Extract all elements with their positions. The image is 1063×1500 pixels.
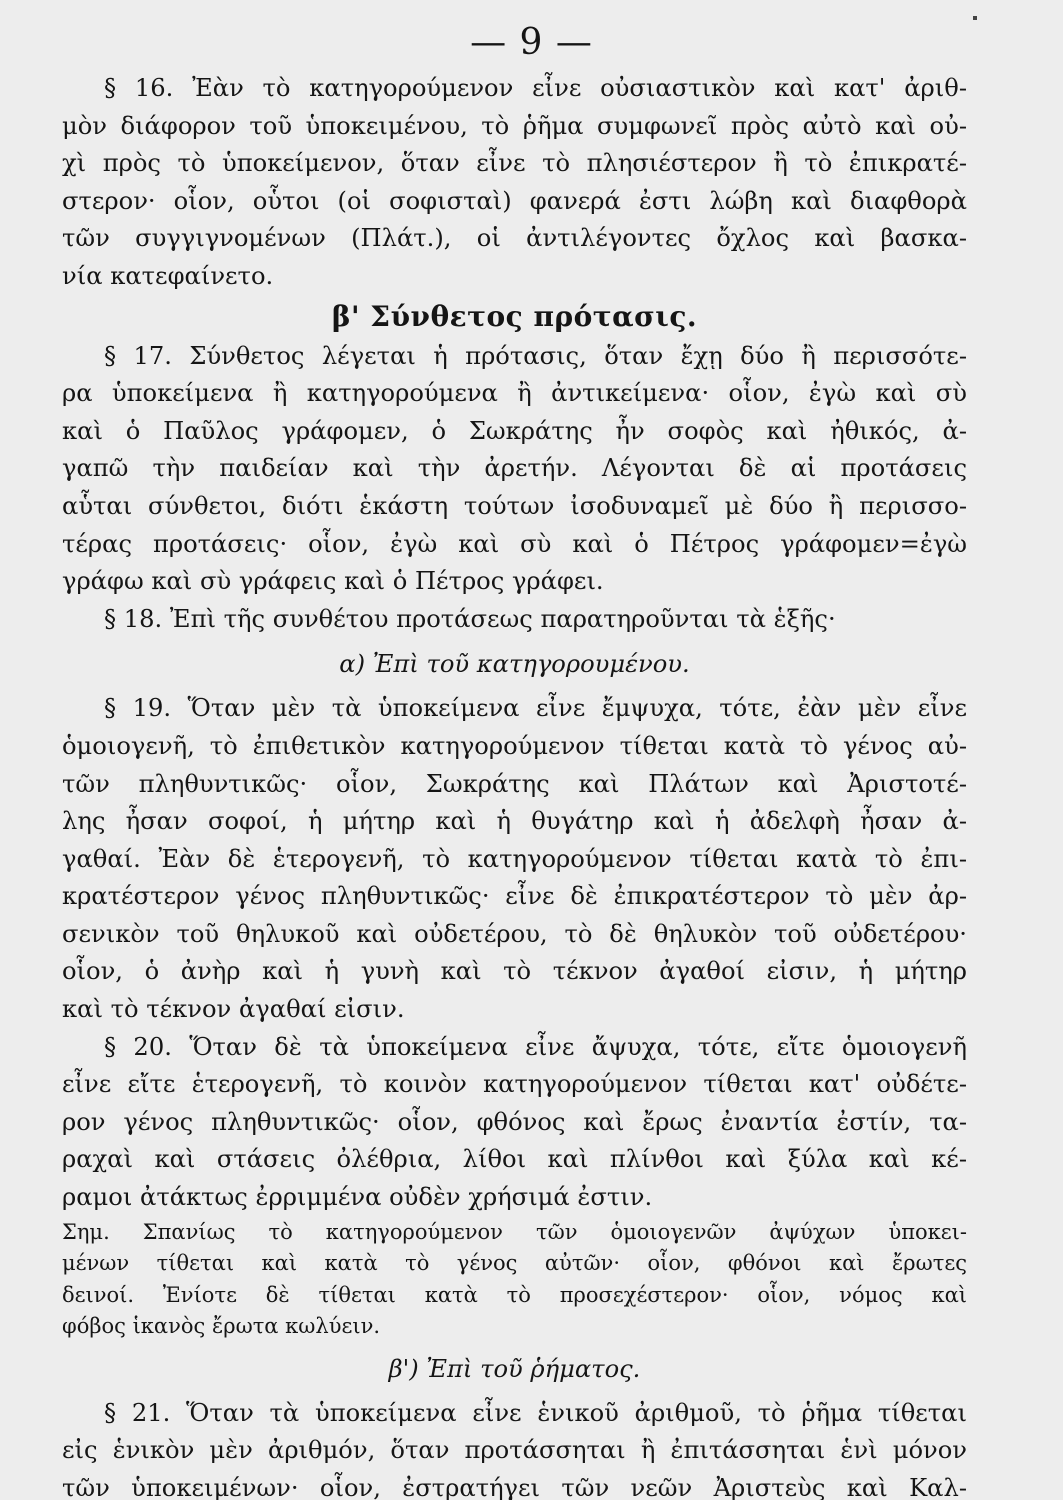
text-line: γαθαί. Ἐὰν δὲ ἑτερογενῆ, τὸ κατηγορούμενον τίθεται κατὰ τὸ ἐπι-	[62, 844, 967, 873]
text-line: ρα ὑποκείμενα ἢ κατηγορούμενα ἢ ἀντικείμενα· οἷον, ἐγὼ καὶ σὺ	[62, 379, 967, 408]
subsection-heading: α) Ἐπὶ τοῦ κατηγορουμένου.	[339, 650, 690, 679]
text-line: γράφω καὶ σὺ γράφεις καὶ ὁ Πέτρος γράφει.	[62, 567, 604, 596]
text-line: καὶ ὁ Παῦλος γράφομεν, ὁ Σωκράτης ἦν σοφὸς καὶ ἠθικός, ἀ-	[62, 416, 967, 445]
subsection-heading: β') Ἐπὶ τοῦ ῥήματος.	[388, 1354, 641, 1383]
text-line: εἰς ἑνικὸν μὲν ἀριθμόν, ὅταν προτάσσηται ἢ ἐπιτάσσηται ἑνὶ μόνον	[62, 1436, 967, 1465]
text-line: § 17. Σύνθετος λέγεται ἡ πρότασις, ὅταν ἔχῃ δύο ἢ περισσότε-	[104, 341, 967, 370]
text-line: αὗται σύνθετοι, διότι ἑκάστη τούτων ἰσοδυναμεῖ μὲ δύο ἢ περισσο-	[62, 491, 967, 520]
text-line: ραμοι ἀτάκτως ἐρριμμένα οὐδὲν χρήσιμά ἐστιν.	[62, 1183, 653, 1212]
note-line: δεινοί. Ἐνίοτε δὲ τίθεται κατὰ τὸ προσεχέστερον· οἷον, νόμος καὶ	[62, 1282, 967, 1307]
text-line: § 19. Ὅταν μὲν τὰ ὑποκείμενα εἶνε ἔμψυχα, τότε, ἐὰν μὲν εἶνε	[104, 694, 967, 723]
text-line: λης ἦσαν σοφοί, ἡ μήτηρ καὶ ἡ θυγάτηρ καὶ ἡ ἀδελφὴ ἦσαν ἀ-	[62, 807, 967, 836]
corner-speck	[973, 16, 977, 20]
note-line: μένων τίθεται καὶ κατὰ τὸ γένος αὐτῶν· οἷον, φθόνοι καὶ ἔρωτες	[62, 1251, 967, 1276]
text-line: σενικὸν τοῦ θηλυκοῦ καὶ οὐδετέρου, τὸ δὲ θηλυκὸν τοῦ οὐδετέρου·	[62, 919, 967, 948]
text-line: ὁμοιογενῆ, τὸ ἐπιθετικὸν κατηγορούμενον τίθεται κατὰ τὸ γένος αὐ-	[62, 731, 967, 760]
page-body-text	[62, 70, 967, 1500]
text-line: καὶ τὸ τέκνον ἀγαθαί εἰσιν.	[62, 995, 405, 1024]
text-line: ραχαὶ καὶ στάσεις ὀλέθρια, λίθοι καὶ πλίνθοι καὶ ξύλα καὶ κέ-	[62, 1145, 967, 1174]
text-line: § 18. Ἐπὶ τῆς συνθέτου προτάσεως παρατηροῦνται τὰ ἑξῆς·	[104, 604, 836, 633]
note-line: φόβος ἱκανὸς ἔρωτα κωλύειν.	[62, 1314, 381, 1339]
text-line: τέρας προτάσεις· οἷον, ἐγὼ καὶ σὺ καὶ ὁ Πέτρος γράφομεν=ἐγὼ	[62, 529, 967, 558]
text-line: τῶν πληθυντικῶς· οἷον, Σωκράτης καὶ Πλάτων καὶ Ἀριστοτέ-	[62, 769, 967, 798]
text-line: νία κατεφαίνετο.	[62, 261, 274, 290]
text-line: τῶν συγγιγνομένων (Πλάτ.), οἱ ἀντιλέγοντες ὄχλος καὶ βασκα-	[62, 224, 967, 253]
section-heading: β' Σύνθετος πρότασις.	[331, 299, 698, 333]
text-line: § 20. Ὅταν δὲ τὰ ὑποκείμενα εἶνε ἄψυχα, τότε, εἴτε ὁμοιογενῆ	[104, 1032, 967, 1061]
text-line: § 16. Ἐὰν τὸ κατηγορούμενον εἶνε οὐσιαστικὸν καὶ κατ' ἀριθ-	[104, 74, 967, 102]
note-line: Σημ. Σπανίως τὸ κατηγορούμενον τῶν ὁμοιογενῶν ἀψύχων ὑποκει-	[62, 1219, 967, 1244]
text-line: ρον γένος πληθυντικῶς· οἷον, φθόνος καὶ ἔρως ἐναντία ἐστίν, τα-	[62, 1107, 967, 1136]
text-line: στερον· οἷον, οὗτοι (οἱ σοφισταὶ) φανερά ἐστι λώβη καὶ διαφθορὰ	[62, 186, 967, 215]
text-line: εἶνε εἴτε ἑτερογενῆ, τὸ κοινὸν κατηγορούμενον τίθεται κατ' οὐδέτε-	[62, 1070, 967, 1099]
text-line: τῶν ὑποκειμένων· οἷον, ἐστρατήγει τῶν νεῶν Ἀριστεὺς καὶ Καλ-	[62, 1473, 967, 1500]
text-line: γαπῶ τὴν παιδείαν καὶ τὴν ἀρετήν. Λέγονται δὲ αἱ προτάσεις	[62, 454, 967, 483]
text-line: οἷον, ὁ ἀνὴρ καὶ ἡ γυνὴ καὶ τὸ τέκνον ἀγαθοί εἰσιν, ἡ μήτηρ	[62, 957, 967, 986]
text-line: § 21. Ὅταν τὰ ὑποκείμενα εἶνε ἑνικοῦ ἀριθμοῦ, τὸ ῥῆμα τίθεται	[104, 1398, 967, 1427]
text-line: μὸν διάφορον τοῦ ὑποκειμένου, τὸ ῥῆμα συμφωνεῖ πρὸς αὐτὸ καὶ οὐ-	[62, 111, 967, 140]
text-line: χὶ πρὸς τὸ ὑποκείμενον, ὅταν εἶνε τὸ πλησιέστερον ἢ τὸ ἐπικρατέ-	[62, 149, 967, 178]
page-number: — 9 —	[470, 22, 593, 63]
text-line: κρατέστερον γένος πληθυντικῶς· εἶνε δὲ ἐπικρατέστερον τὸ μὲν ἀρ-	[62, 882, 967, 911]
